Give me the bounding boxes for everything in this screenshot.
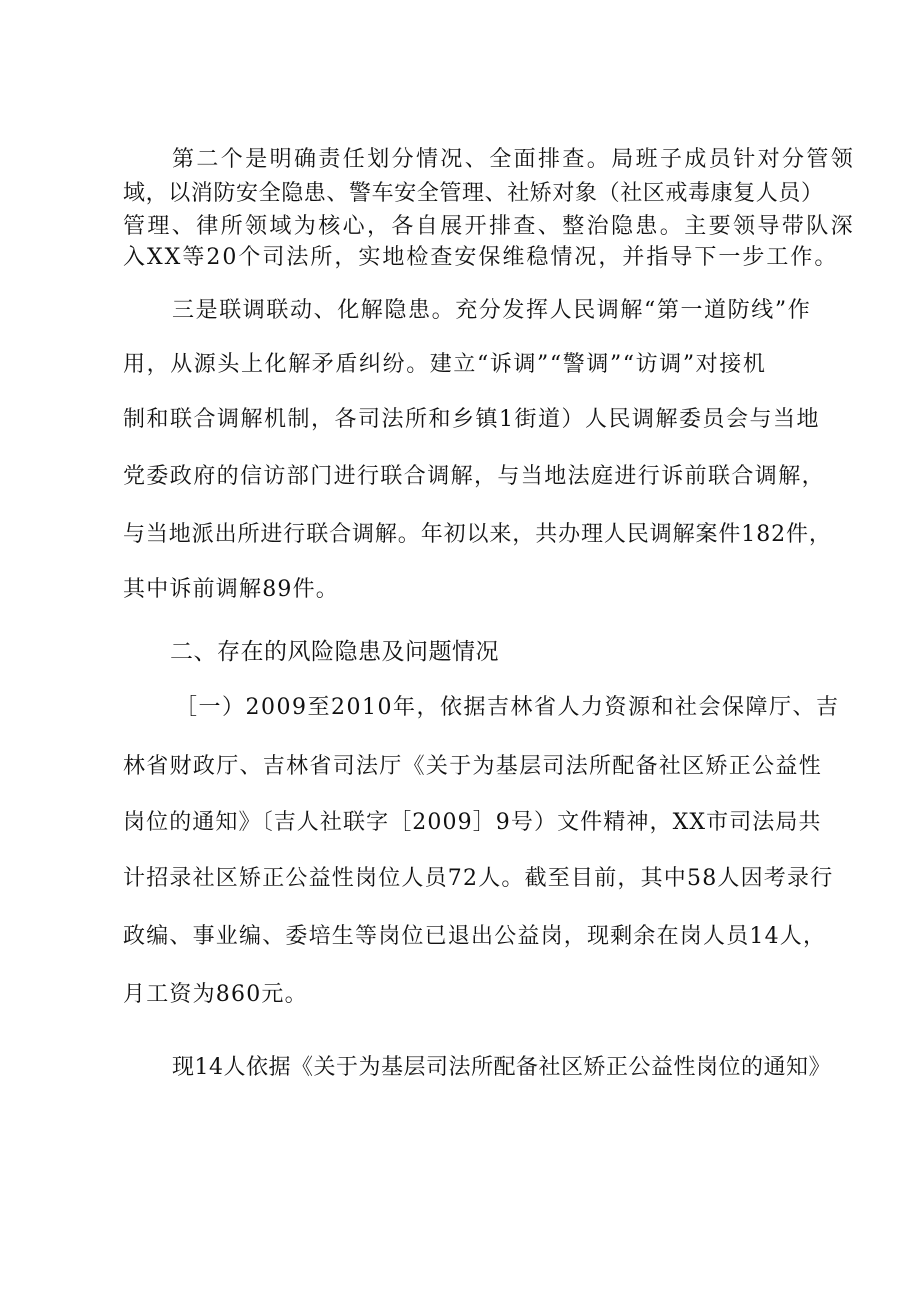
section-heading: 二、存在的风险隐患及问题情况 [170, 639, 499, 665]
paragraph-line: ［一）2009至2010年，依据吉林省人力资源和社会保障厅、吉 [175, 695, 840, 720]
paragraph-line: 三是联调联动、化解隐患。充分发挥人民调解“第一道防线”作 [172, 298, 812, 323]
paragraph-line: 用，从源头上化解矛盾纠纷。建立“诉调”“警调”“访调”对接机 [123, 352, 767, 377]
paragraph-line: 月工资为860元。 [123, 982, 308, 1007]
paragraph-line: 域，以消防安全隐患、警车安全管理、社矫对象（社区戒毒康复人员） [123, 181, 824, 206]
paragraph-line: 其中诉前调解89件。 [123, 577, 339, 602]
paragraph-line: 第二个是明确责任划分情况、全面排查。局班子成员针对分管领 [172, 147, 856, 172]
paragraph-line: 管理、律所领域为核心，各自展开排查、整治隐患。主要领导带队深 [123, 214, 856, 239]
paragraph-line: 计招录社区矫正公益性岗位人员72人。截至目前，其中58人因考录行 [123, 866, 834, 891]
paragraph-line: 入XX等20个司法所，实地检查安保维稳情况，并指导下一步工作。 [123, 245, 839, 270]
paragraph-line: 与当地派出所进行联合调解。年初以来，共办理人民调解案件182件， [123, 522, 832, 547]
paragraph-line: 政编、事业编、委培生等岗位已退出公益岗，现剩余在岗人员14人， [123, 924, 827, 949]
paragraph-line: 岗位的通知》〔吉人社联字［2009］9号）文件精神，XX市司法局共 [123, 810, 822, 835]
paragraph-line: 林省财政厅、吉林省司法厅《关于为基层司法所配备社区矫正公益性 [123, 754, 823, 779]
paragraph-line: 现14人依据《关于为基层司法所配备社区矫正公益性岗位的通知》 [172, 1055, 831, 1080]
paragraph-line: 党委政府的信访部门进行联合调解，与当地法庭进行诉前联合调解， [123, 464, 826, 489]
paragraph-line: 制和联合调解机制，各司法所和乡镇1街道）人民调解委员会与当地 [123, 407, 820, 432]
